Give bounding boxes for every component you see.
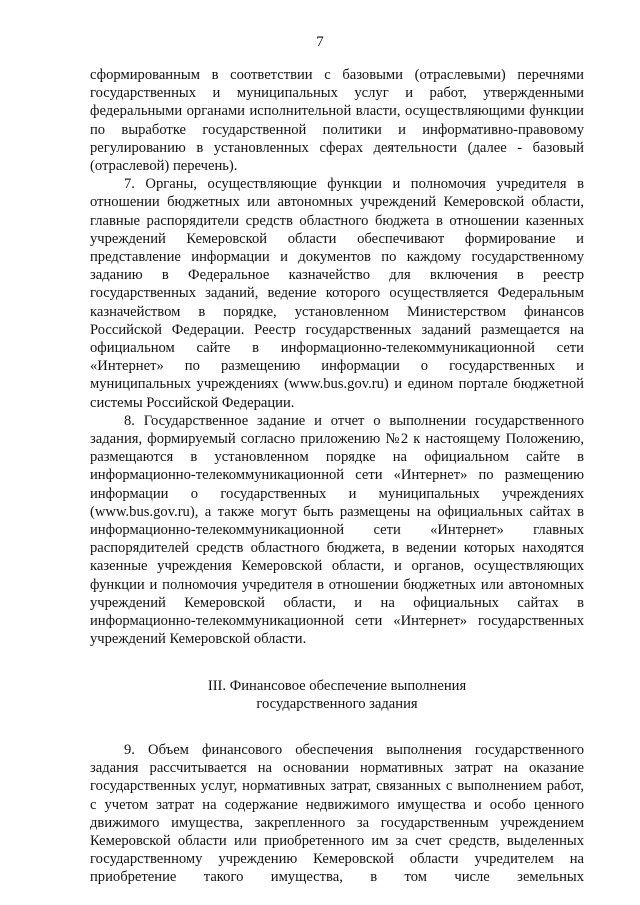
paragraph-9: 9. Объем финансового обеспечения выполнения государственного задания рассчитывается на основании нормативных затрат на оказание государственных услуг, нормативных затрат, связанных с выполнением работ, с учетом затрат на содержание недвижимого имущества и особо ценного движимого имущества, закрепленного за государственным учреждением Кемеровской области или приобретенного им за счет средств, выделенных государственному учреждению Кемеровской области учредителем на приобретение такого имущества, в том числе земельных	[90, 741, 584, 886]
section-heading-line-2: государственного задания	[256, 695, 418, 712]
paragraph-continuation: сформированным в соответствии с базовыми (отраслевыми) перечнями государственных и муниципальных услуг и работ, утвержденными федеральными органами исполнительной власти, осуществляющими функции по выработке государственной политики и информативно-правовому регулированию в установленных сферах деятельности (далее - базовый (отраслевой) перечень).	[90, 67, 584, 175]
page-number: 7	[316, 34, 324, 50]
section-heading-line-1: III. Финансовое обеспечение выполнения	[207, 677, 467, 694]
section-heading	[90, 677, 584, 713]
paragraph-7: 7. Органы, осуществляющие функции и полномочия учредителя в отношении бюджетных или автономных учреждений Кемеровской области, главные распорядители средств областного бюджета в отношении казенных учреждений Кемеровской области обеспечивают формирование и представление информации и документов по каждому государственному заданию в Федеральное казначейство для включения в реестр государственных заданий, ведение которого осуществляется Федеральным казначейством в порядке, установленном Министерством финансов Российской Федерации. Реестр государственных заданий размещается на официальном сайте в информационно-телекоммуникационной сети «Интернет» по размещению информации о государственных и муниципальных учреждениях (www.bus.gov.ru) и едином портале бюджетной системы Российской Федерации.	[90, 176, 584, 411]
document-body	[90, 66, 584, 887]
paragraph-8: 8. Государственное задание и отчет о выполнении государственного задания, формируемый согласно приложению №2 к настоящему Положению, размещаются в установленном порядке на официальном сайте в информационно-телекоммуникационной сети «Интернет» по размещению информации о государственных и муниципальных учреждениях (www.bus.gov.ru), а также могут быть размещены на официальных сайтах в информационно-телекоммуникационной сети «Интернет» главных распорядителей средств областного бюджета, в ведении которых находятся казенные учреждения Кемеровской области, и органов, осуществляющих функции и полномочия учредителя в отношении бюджетных или автономных учреждений Кемеровской области, и на официальных сайтах в информационно-телекоммуникационной сети «Интернет» государственных учреждений Кемеровской области.	[90, 412, 584, 648]
